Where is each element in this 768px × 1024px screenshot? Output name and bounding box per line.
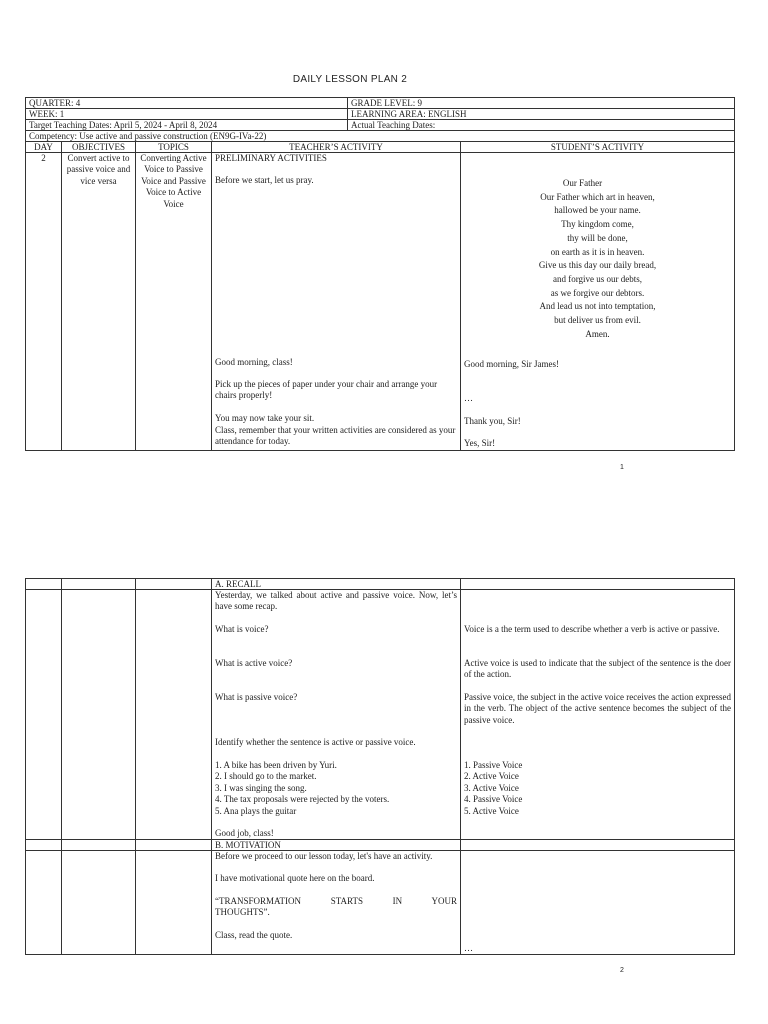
answer-active: Active voice is used to indicate that the subject of the sentence is the doer of the action. [464,658,731,680]
empty-cell [136,579,212,590]
prayer-line: on earth as it is in heaven. [550,246,645,257]
motivation-heading: B. MOTIVATION [212,840,461,851]
motivation-teacher-cell [212,851,461,955]
identify-answer: 3. Active Voice [464,782,519,793]
quote-intro: I have motivational quote here on the board. [215,873,375,883]
prayer-line: And lead us not into temptation, [539,301,656,312]
prayer-line: thy will be done, [567,232,628,243]
question-passive: What is passive voice? [215,692,298,702]
pickup-text: Pick up the pieces of paper under your chair and arrange your chairs properly! [215,379,438,401]
empty-cell [136,851,212,955]
identify-item: 1. A bike has been driven by Yuri. [215,760,337,770]
student-greet-text: Good morning, Sir James! [464,359,560,369]
preliminary-heading: PRELIMINARY ACTIVITIES [215,153,327,163]
prayer-line: Thy kingdom come, [561,219,634,230]
empty-cell [26,851,62,955]
good-job-text: Good job, class! [215,828,274,838]
header-student-activity: STUDENT’S ACTIVITY [461,142,735,153]
header-topics: TOPICS [136,142,212,153]
recall-teacher-cell [212,590,461,840]
prayer-line: but deliver us from evil. [554,315,641,326]
week-cell: WEEK: 1 [26,109,348,120]
empty-cell [62,590,136,840]
empty-cell [62,840,136,851]
pray-text: Before we start, let us pray. [215,175,314,185]
identify-answer: 5. Active Voice [464,805,519,816]
prayer-line: Our Father [562,178,603,188]
empty-cell [26,590,62,840]
empty-cell [461,579,735,590]
header-teacher-activity: TEACHER’S ACTIVITY [212,142,461,153]
teacher-activity-cell [212,153,461,451]
objectives-cell: Convert active to passive voice and vice versa [62,153,136,451]
empty-cell [62,851,136,955]
prayer-line: Amen. [585,328,610,339]
identify-item: 2. I should go to the market. [215,771,317,782]
greet-text: Good morning, class! [215,357,293,367]
identify-item: 3. I was singing the song. [215,782,307,793]
empty-cell [62,579,136,590]
prayer-line: Give us this day our daily bread, [538,260,657,271]
recall-heading: A. RECALL [212,579,461,590]
identify-item: 4. The tax proposals were rejected by the voters. [215,794,390,805]
empty-cell [136,590,212,840]
identify-answer: 1. Passive Voice [464,760,523,770]
empty-cell [136,840,212,851]
answer-passive: Passive voice, the subject in the active voice receives the action expressed in the verb. The object of the active sentence becomes the subject of the passive voice. [464,692,731,725]
student-ellipsis: … [464,393,474,403]
identify-items [215,760,389,817]
quarter-cell: QUARTER: 4 [26,98,348,109]
motivation-intro: Before we proceed to our lesson today, let's have an activity. [215,851,433,861]
page-number-1: 1 [620,464,624,471]
identify-item: 5. Ana plays the guitar [215,805,297,816]
prayer-line: hallowed be your name. [554,205,641,216]
quote-text: “TRANSFORMATION STARTS IN YOUR THOUGHTS”. [215,896,457,918]
answer-voice: Voice is a the term used to describe whether a verb is active or passive. [464,624,720,634]
question-active: What is active voice? [215,658,293,668]
motivation-student-cell [461,851,735,955]
actual-dates-cell: Actual Teaching Dates: [348,120,735,131]
read-quote: Class, read the quote. [215,930,293,940]
prayer-line: and forgive us our debts, [552,273,643,284]
page-number-2: 2 [620,967,624,974]
prayer-line: as we forgive our debtors. [550,287,645,298]
student-activity-cell [461,153,735,451]
competency-cell: Competency: Use active and passive construction (EN9G-IVa-22) [26,131,735,142]
lesson-plan-table-page2 [25,578,735,955]
day-cell: 2 [26,153,62,451]
remember-text: Class, remember that your written activities are considered as your attendance for today. [215,425,456,447]
question-voice: What is voice? [215,624,269,634]
student-thanks-text: Thank you, Sir! [464,416,521,426]
target-dates-cell: Target Teaching Dates: April 5, 2024 - April 8, 2024 [26,120,348,131]
document-title: DAILY LESSON PLAN 2 [292,74,408,85]
identify-answer: 2. Active Voice [464,771,519,782]
lesson-plan-table-page1 [25,97,735,451]
prayer-text [464,177,731,341]
identify-answers [464,760,522,817]
empty-cell [461,840,735,851]
recall-intro: Yesterday, we talked about active and passive voice. Now, let’s have some recap. [215,590,457,612]
student-yes-text: Yes, Sir! [464,438,496,448]
prayer-line: Our Father which art in heaven, [540,191,655,202]
motivation-student-ellipsis: … [464,943,473,953]
header-day: DAY [26,142,62,153]
recall-student-cell [461,590,735,840]
identify-answer: 4. Passive Voice [464,794,523,805]
learning-area-cell: LEARNING AREA: ENGLISH [348,109,735,120]
empty-cell [26,840,62,851]
identify-instruction: Identify whether the sentence is active or passive voice. [215,737,416,747]
grade-level-cell: GRADE LEVEL: 9 [348,98,735,109]
header-objectives: OBJECTIVES [62,142,136,153]
empty-cell [26,579,62,590]
topics-cell: Converting Active Voice to Passive Voice and Passive Voice to Active Voice [136,153,212,451]
sit-text: You may now take your sit. [215,413,315,423]
